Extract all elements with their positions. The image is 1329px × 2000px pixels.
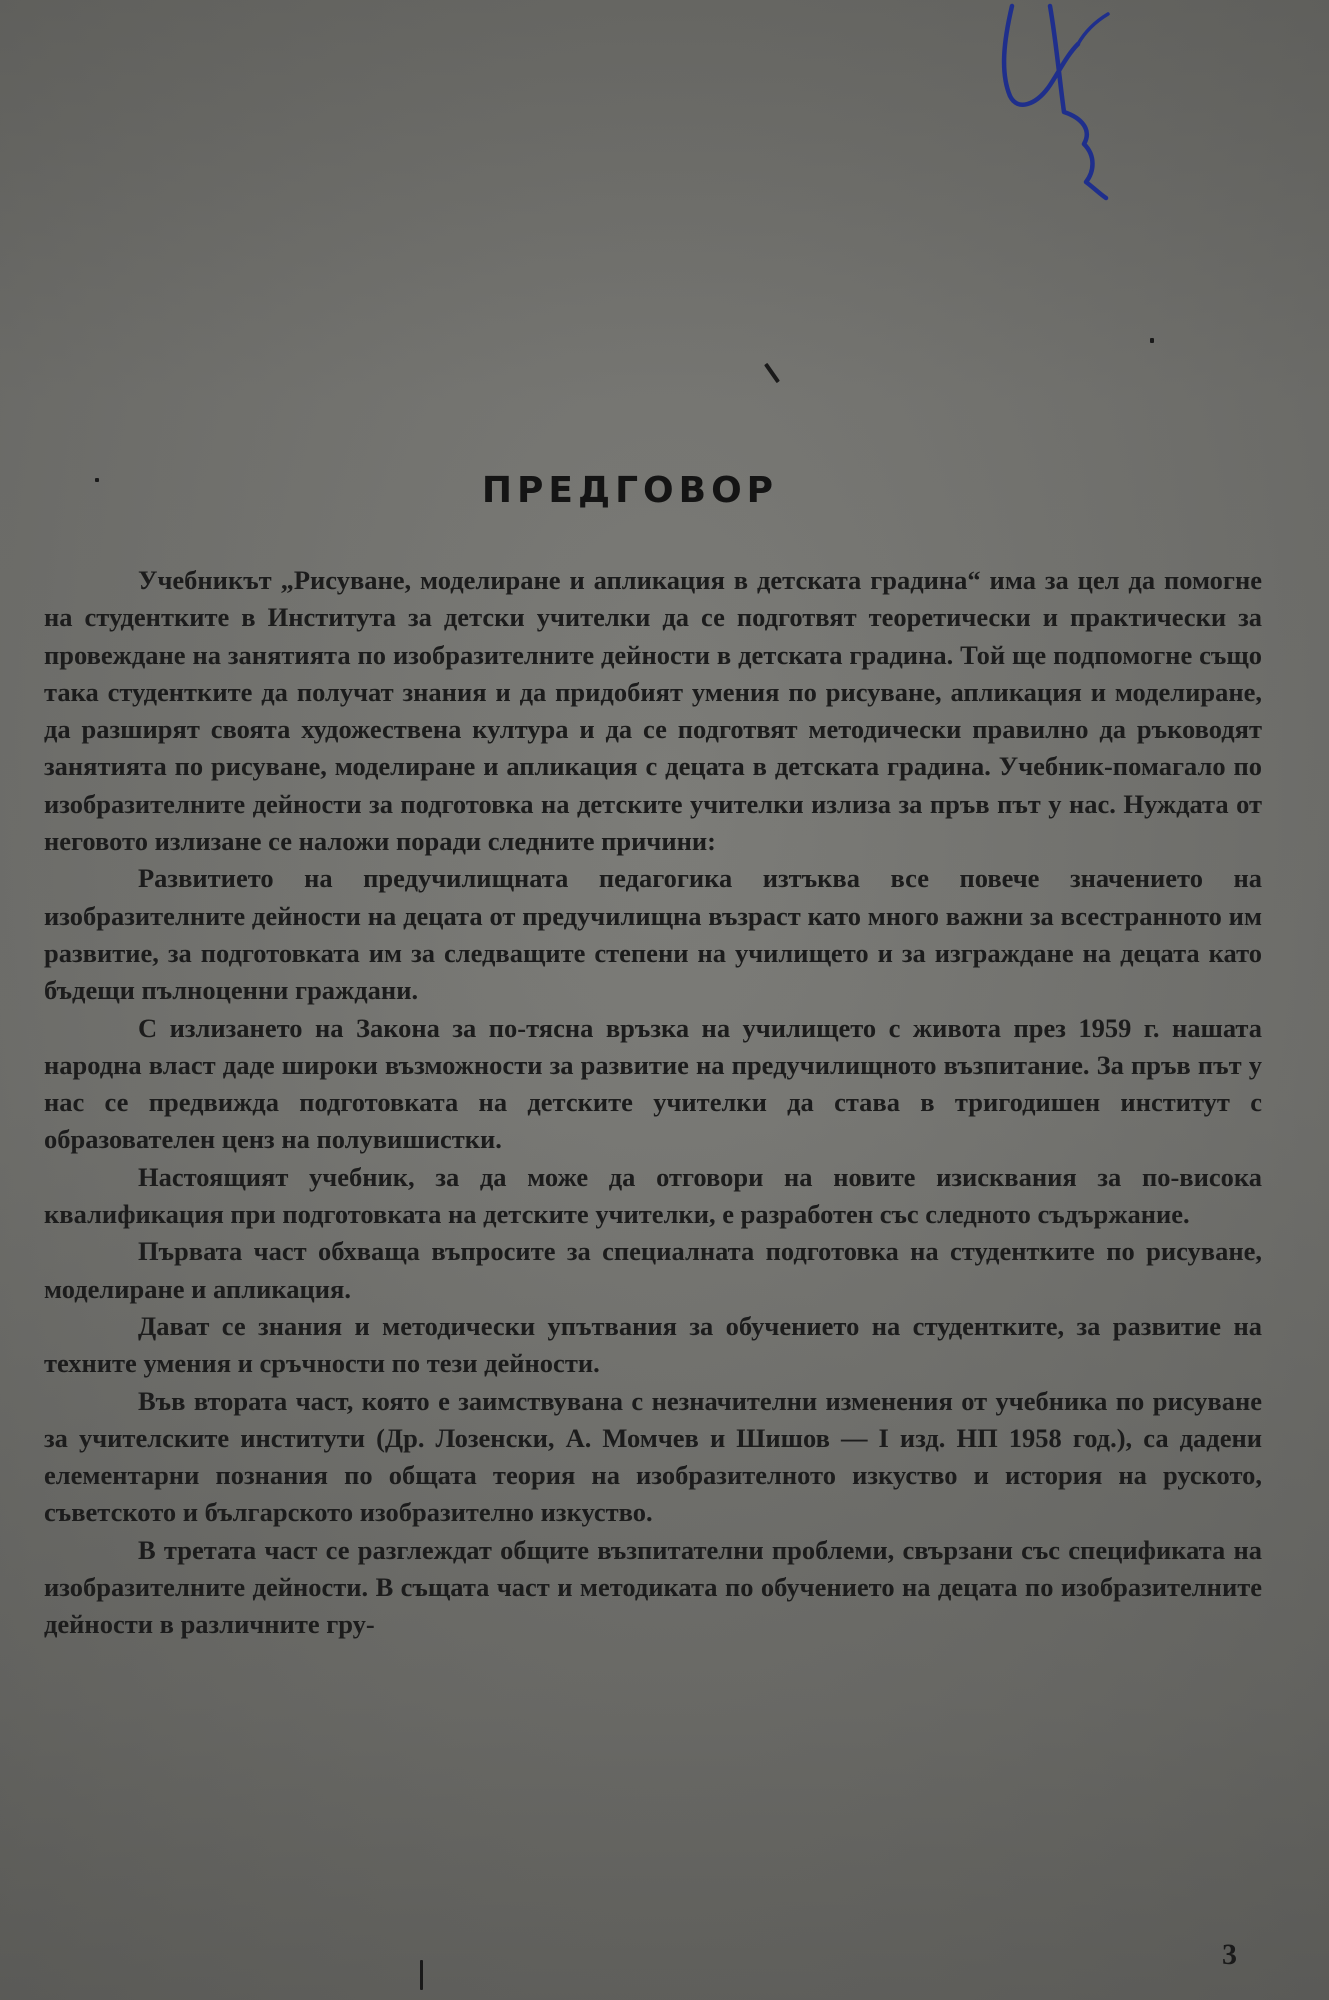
blue-pen-scribble-icon xyxy=(990,0,1130,210)
paragraph: Развитието на предучилищната педагогика изтъква все повече значението на изобразителните дейности на децата от предучилищна възраст като много важни за всестранното им развитие, за подготовката им за следващите степени на училището и за изграждане на децата като бъдещи пълноценни граждани. xyxy=(44,863,1262,1006)
paragraph: Във втората част, която е заимствувана с незначителни изменения от учебника по рисуване за учителските институти (Др. Лозенски, А. Момчев и Шишов — I изд. НП 1958 год.), са дадени елементарни познания по общата теория на изобразителното изкуство и история на руското, съветското и българското изобразително изкуство. xyxy=(44,1385,1262,1528)
page-number: 3 xyxy=(1222,1938,1237,1971)
ink-speck xyxy=(1150,338,1154,343)
page-title: ПРЕДГОВОР xyxy=(481,470,779,511)
paragraph: Дават се знания и методически упътвания за обучението на студентките, за развитие на техните умения и сръчности по тези дейности. xyxy=(44,1310,1262,1379)
paragraph: Настоящият учебник, за да може да отговори на новите изисквания за по-висока квалификация при подготовката на детските учителки, е разработен със следното съдържание. xyxy=(44,1161,1262,1230)
ink-speck xyxy=(420,1960,423,1990)
paragraph: В третата част се разглеждат общите възпитателни проблеми, свързани със спецификата на изобразителните дейности. В същата част и методиката по обучението на децата по изобразителните дейности в различните гру- xyxy=(44,1534,1262,1640)
ink-speck xyxy=(764,363,780,383)
paragraph: С излизането на Закона за по-тясна връзка на училището с живота през 1959 г. нашата народна власт даде широки възможности за развитие на предучилищното възпитание. За пръв път у нас се предвижда подготовката на детските учителки да става в тригодишен институт с образователен ценз на полувишистки. xyxy=(44,1012,1262,1155)
paragraph: Учебникът „Рисуване, моделиране и апликация в детската градина“ има за цел да помогне на студентките в Института за детски учителки да се подготвят теоретически и практически за провеждане на занятията по изобразителните дейности в детската градина. Той ще подпомогне също така студентките да получат знания и да придобият умения по рисуване, апликация и моделиране, да разширят своята художествена култура и да се подготвят методически правилно да ръководят занятията по рисуване, моделиране и апликация с децата в детската градина. Учебник-помагало по изобразителните дейности за подготовка на детските учителки излиза за пръв път у нас. Нуждата от неговото излизане се наложи поради следните причини: xyxy=(44,565,1262,857)
body-text xyxy=(44,562,1262,1644)
paragraph: Първата част обхваща въпросите за специалната подготовка на студентките по рисуване, моделиране и апликация. xyxy=(44,1236,1262,1304)
